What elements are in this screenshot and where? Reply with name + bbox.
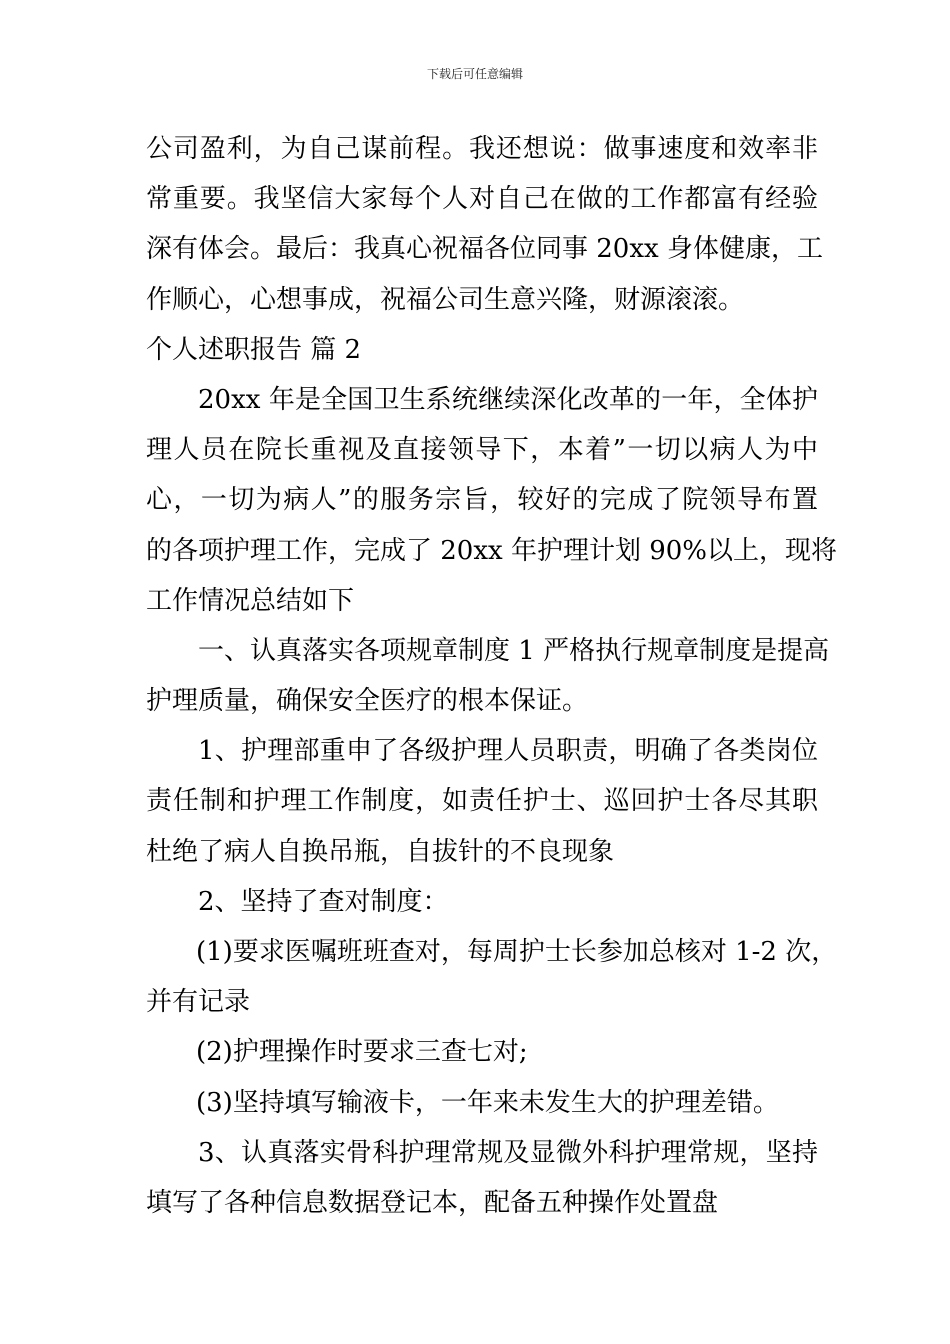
paragraph-line: 责任制和护理工作制度，如责任护士、巡回护士各尽其职: [146, 786, 818, 817]
paragraph-line: 心，一切为病人”的服务宗旨，较好的完成了院领导布置: [146, 485, 818, 516]
paragraph-line: 深有体会。最后：我真心祝福各位同事 20xx 身体健康，工: [146, 234, 823, 265]
page-header: 下载后可任意编辑: [426, 67, 523, 81]
paragraph-line: 一、认真落实各项规章制度 1 严格执行规章制度是提高: [198, 635, 830, 666]
document-body: [146, 124, 838, 1228]
paragraph-line: 2、坚持了查对制度：: [198, 886, 449, 917]
paragraph-line: 20xx 年是全国卫生系统继续深化改革的一年，全体护: [198, 384, 818, 415]
paragraph-line: 常重要。我坚信大家每个人对自己在做的工作都富有经验: [146, 184, 818, 215]
paragraph-line: (2)护理操作时要求三查七对;: [196, 1037, 528, 1068]
paragraph-line: 作顺心，心想事成，祝福公司生意兴隆，财源滚滚。: [146, 284, 745, 315]
paragraph-line: 的各项护理工作，完成了 20xx 年护理计划 90%以上，现将: [146, 535, 837, 566]
section-heading: 个人述职报告 篇 2: [146, 334, 362, 365]
paragraph-line: 并有记录: [146, 987, 251, 1018]
paragraph-line: 理人员在院长重视及直接领导下，本着”一切以病人为中: [146, 435, 818, 466]
paragraph-line: 公司盈利，为自己谋前程。我还想说：做事速度和效率非: [146, 134, 818, 164]
paragraph-line: 工作情况总结如下: [146, 585, 355, 616]
paragraph-line: 护理质量，确保安全医疗的根本保证。: [146, 686, 589, 717]
paragraph-line: (3)坚持填写输液卡，一年来未发生大的护理差错。: [196, 1087, 779, 1118]
paragraph-line: (1)要求医嘱班班查对，每周护士长参加总核对 1-2 次，: [196, 937, 838, 967]
paragraph-line: 3、认真落实骨科护理常规及显微外科护理常规，坚持: [198, 1137, 818, 1168]
paragraph-line: 1、护理部重申了各级护理人员职责，明确了各类岗位: [198, 736, 818, 767]
paragraph-line: 填写了各种信息数据登记本，配备五种操作处置盘: [146, 1187, 719, 1218]
paragraph-line: 杜绝了病人自换吊瓶，自拔针的不良现象: [146, 836, 615, 867]
